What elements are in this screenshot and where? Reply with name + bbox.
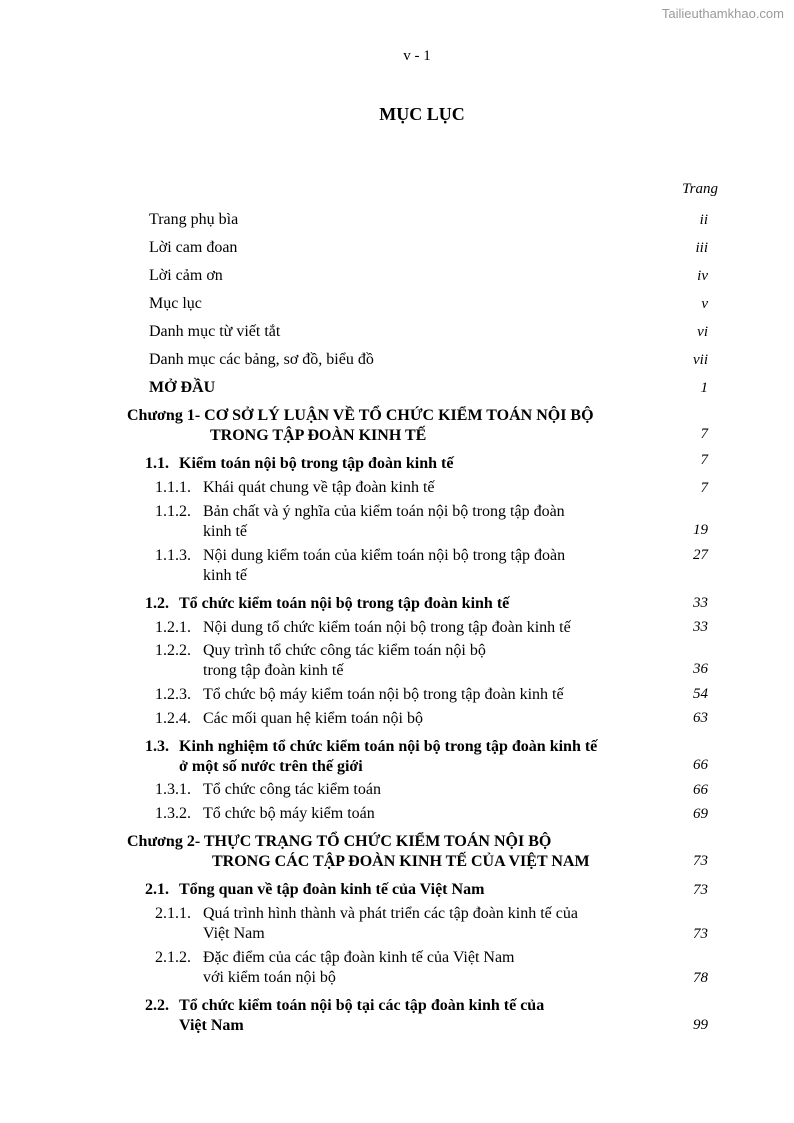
- section-page: 73: [693, 882, 708, 898]
- toc-entry-page: iii: [695, 240, 708, 256]
- subsection-page: 27: [693, 547, 708, 563]
- section-title: Tổ chức kiểm toán nội bộ trong tập đoàn kinh tế: [179, 595, 510, 612]
- section-title: Kiểm toán nội bộ trong tập đoàn kinh tế: [179, 455, 454, 472]
- section-number: 1.2.: [145, 595, 169, 612]
- section-title: Kinh nghiệm tổ chức kiểm toán nội bộ trong tập đoàn kinh tế: [179, 738, 598, 755]
- section-page: 33: [693, 595, 708, 611]
- subsection-title: Bản chất và ý nghĩa của kiểm toán nội bộ trong tập đoàn: [203, 503, 565, 520]
- section-2-2: [145, 996, 544, 1016]
- subsection-number: 2.1.1.: [155, 905, 191, 922]
- subsection-number: 1.3.1.: [155, 781, 191, 798]
- toc-entry-page: vii: [693, 352, 708, 368]
- toc-entry-label: Lời cảm ơn: [149, 267, 223, 284]
- chapter-1-title: Chương 1- CƠ SỞ LÝ LUẬN VỀ TỔ CHỨC KIỂM TOÁN NỘI BỘ: [127, 407, 594, 424]
- toc-entry-page: vi: [697, 324, 708, 340]
- subsection-title: Khái quát chung về tập đoàn kinh tế: [203, 479, 435, 496]
- page-title: MỤC LỤC: [379, 104, 465, 124]
- chapter-1-title-cont: TRONG TẬP ĐOÀN KINH TẾ: [210, 427, 427, 444]
- subsection-title: Quá trình hình thành và phát triển các tập đoàn kinh tế của: [203, 905, 578, 922]
- subsection-1-2-2: [155, 641, 486, 661]
- subsection-number: 2.1.2.: [155, 949, 191, 966]
- section-title: Tổ chức kiểm toán nội bộ tại các tập đoàn kinh tế của: [179, 997, 545, 1014]
- subsection-1-1-2: [155, 502, 565, 522]
- subsection-1-3-1: [155, 780, 381, 800]
- watermark: Tailieuthamkhao.com: [661, 6, 784, 21]
- section-title-cont: Việt Nam: [179, 1017, 244, 1034]
- subsection-page: 19: [693, 522, 708, 538]
- page-column-header: Trang: [682, 181, 718, 197]
- subsection-1-1-1: [155, 478, 435, 498]
- chapter-2-page: 73: [693, 853, 708, 869]
- subsection-page: 73: [693, 926, 708, 942]
- subsection-title-cont: kinh tế: [203, 523, 247, 540]
- subsection-title: Tổ chức công tác kiểm toán: [203, 781, 381, 798]
- subsection-number: 1.3.2.: [155, 805, 191, 822]
- subsection-1-1-3: [155, 546, 565, 566]
- subsection-title: Nội dung tổ chức kiểm toán nội bộ trong tập đoàn kinh tế: [203, 619, 571, 636]
- subsection-2-1-2: [155, 948, 515, 968]
- subsection-number: 1.1.2.: [155, 503, 191, 520]
- subsection-number: 1.2.1.: [155, 619, 191, 636]
- chapter-2-title-cont: TRONG CÁC TẬP ĐOÀN KINH TẾ CỦA VIỆT NAM: [212, 853, 590, 870]
- section-number: 1.1.: [145, 455, 169, 472]
- chapter-2-title: Chương 2- THỰC TRẠNG TỔ CHỨC KIỂM TOÁN NỘI BỘ: [127, 833, 552, 850]
- section-1-3: [145, 737, 597, 757]
- subsection-title-cont: trong tập đoàn kinh tế: [203, 662, 344, 679]
- section-1-1: [145, 454, 453, 474]
- subsection-page: 69: [693, 806, 708, 822]
- subsection-page: 63: [693, 710, 708, 726]
- section-page: 7: [700, 452, 708, 468]
- subsection-page: 66: [693, 782, 708, 798]
- subsection-page: 54: [693, 686, 708, 702]
- section-number: 2.1.: [145, 881, 169, 898]
- subsection-2-1-1: [155, 904, 578, 924]
- subsection-page: 7: [700, 480, 708, 496]
- subsection-1-3-2: [155, 804, 375, 824]
- subsection-title-cont: kinh tế: [203, 567, 247, 584]
- subsection-title: Các mối quan hệ kiểm toán nội bộ: [203, 710, 423, 727]
- section-1-2: [145, 594, 509, 614]
- section-2-1: [145, 880, 484, 900]
- subsection-title: Quy trình tổ chức công tác kiểm toán nội bộ: [203, 642, 486, 659]
- toc-entry-label: Trang phụ bìa: [149, 211, 239, 228]
- subsection-number: 1.1.1.: [155, 479, 191, 496]
- section-title-cont: ở một số nước trên thế giới: [179, 758, 363, 775]
- toc-entry-page: 1: [700, 380, 708, 396]
- subsection-page: 78: [693, 970, 708, 986]
- section-page: 66: [693, 757, 708, 773]
- subsection-title-cont: Việt Nam: [203, 925, 265, 942]
- subsection-number: 1.2.4.: [155, 710, 191, 727]
- subsection-number: 1.2.3.: [155, 686, 191, 703]
- toc-entry-label: Danh mục các bảng, sơ đồ, biểu đồ: [149, 351, 374, 368]
- section-number: 2.2.: [145, 997, 169, 1014]
- page-number: v - 1: [403, 48, 431, 64]
- subsection-title: Tổ chức bộ máy kiểm toán nội bộ trong tập đoàn kinh tế: [203, 686, 564, 703]
- toc-entry-label: MỞ ĐẦU: [149, 379, 216, 396]
- subsection-1-2-4: [155, 709, 423, 729]
- subsection-title: Đặc điểm của các tập đoàn kinh tế của Việt Nam: [203, 949, 515, 966]
- subsection-page: 36: [693, 661, 708, 677]
- section-page: 99: [693, 1017, 708, 1033]
- toc-entry-page: ii: [699, 212, 708, 228]
- subsection-title: Nội dung kiểm toán của kiểm toán nội bộ trong tập đoàn: [203, 547, 566, 564]
- chapter-1-page: 7: [700, 426, 708, 442]
- subsection-title-cont: với kiểm toán nội bộ: [203, 969, 336, 986]
- subsection-title: Tổ chức bộ máy kiểm toán: [203, 805, 375, 822]
- subsection-1-2-3: [155, 685, 564, 705]
- subsection-page: 33: [693, 619, 708, 635]
- toc-entry-label: Lời cam đoan: [149, 239, 238, 256]
- subsection-number: 1.2.2.: [155, 642, 191, 659]
- toc-entry-label: Danh mục từ viết tắt: [149, 323, 281, 340]
- toc-entry-label: Mục lục: [149, 295, 202, 312]
- section-number: 1.3.: [145, 738, 169, 755]
- section-title: Tổng quan về tập đoàn kinh tế của Việt Nam: [179, 881, 485, 898]
- toc-entry-page: v: [701, 296, 708, 312]
- toc-entry-page: iv: [697, 268, 708, 284]
- subsection-1-2-1: [155, 618, 571, 638]
- subsection-number: 1.1.3.: [155, 547, 191, 564]
